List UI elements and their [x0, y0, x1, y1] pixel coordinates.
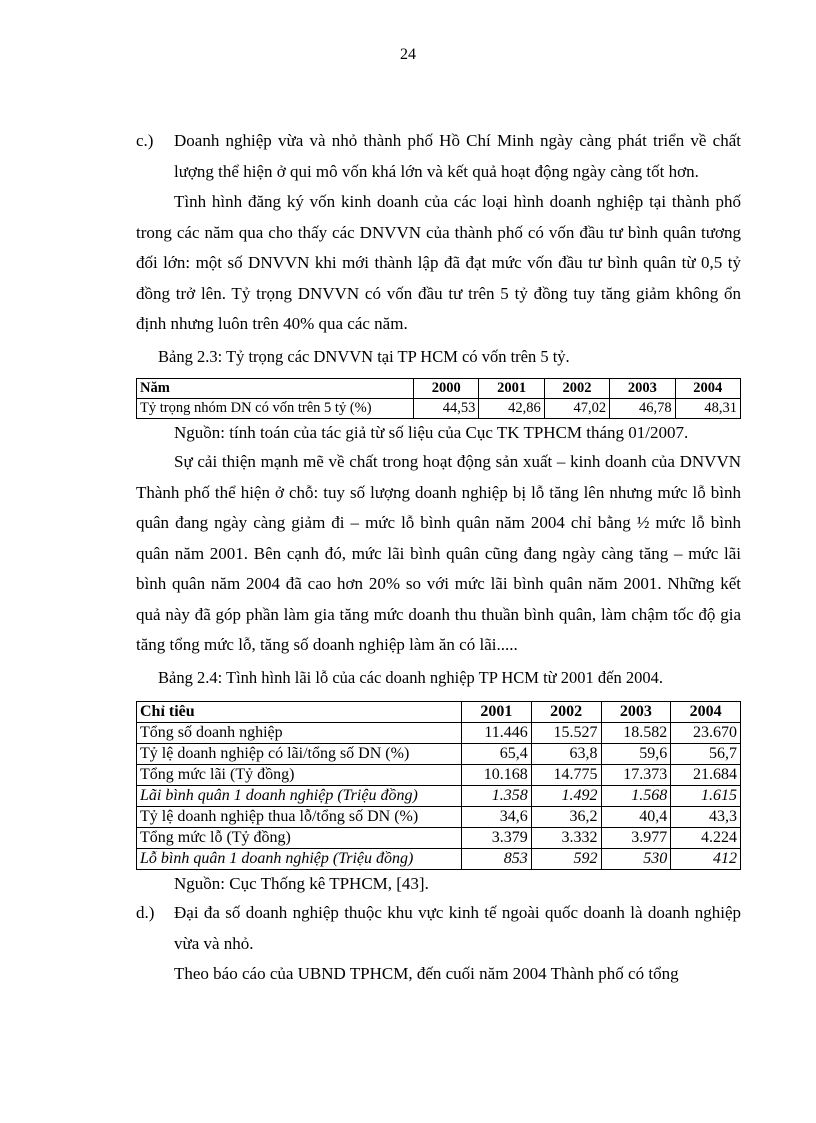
table-cell: 59,6: [601, 744, 671, 765]
table-cell: 48,31: [675, 399, 740, 419]
page-number: 24: [400, 46, 416, 63]
table-cell: 42,86: [479, 399, 544, 419]
table-cell: 1.492: [531, 786, 601, 807]
section-d-label: d.): [136, 903, 155, 922]
table-cell: 592: [531, 849, 601, 870]
table-cell: 11.446: [462, 723, 532, 744]
table-cell: 530: [601, 849, 671, 870]
paragraph-improvement: Sự cải thiện mạnh mẽ về chất trong hoạt động sản xuất – kinh doanh của DNVVN Thành phố thể hiện ở chỗ: tuy số lượng doanh nghiệp bị lỗ tăng lên nhưng mức lỗ bình quân đang ngày càng giảm đi – mức lỗ bình quân năm 2004 chỉ bằng ½ mức lỗ bình quân năm 2001. Bên cạnh đó, mức lãi bình quân cũng đang ngày càng tăng – mức lãi bình quân năm 2004 đã cao hơn 20% so với mức lãi bình quân năm 2001. Những kết quả này đã góp phần làm gia tăng mức doanh thu thuần bình quân, làm chậm tốc độ gia tăng tổng mức lỗ, tăng số doanh nghiệp làm ăn có lãi.....: [136, 452, 741, 654]
table-cell: Tổng mức lãi (Tỷ đồng): [137, 765, 462, 786]
table-cell: 23.670: [671, 723, 741, 744]
table-header-cell: 2004: [671, 702, 741, 723]
table-cell: 3.332: [531, 828, 601, 849]
table-cell: 412: [671, 849, 741, 870]
table-cell: 14.775: [531, 765, 601, 786]
table-cell: 56,7: [671, 744, 741, 765]
table-2-4: [136, 701, 741, 870]
page-content: [136, 126, 741, 990]
table-header-cell: 2001: [479, 379, 544, 399]
table-2-3-caption: Bảng 2.3: Tỷ trọng các DNVVN tại TP HCM có vốn trên 5 tỷ.: [158, 346, 570, 366]
table-row: [137, 807, 741, 828]
table-2-4-caption: Bảng 2.4: Tình hình lãi lỗ của các doanh nghiệp TP HCM từ 2001 đến 2004.: [158, 667, 663, 687]
table-cell: 15.527: [531, 723, 601, 744]
table-header-cell: Năm: [137, 379, 414, 399]
table-cell: 63,8: [531, 744, 601, 765]
table-header-row: [137, 379, 741, 399]
table-cell: Tỷ trọng nhóm DN có vốn trên 5 tỷ (%): [137, 399, 414, 419]
table-cell: 3.379: [462, 828, 532, 849]
table-cell: Tổng mức lỗ (Tỷ đồng): [137, 828, 462, 849]
section-c: [136, 126, 741, 187]
table-cell: 18.582: [601, 723, 671, 744]
table-cell: Tỷ lệ doanh nghiệp có lãi/tổng số DN (%): [137, 744, 462, 765]
table-cell: Tổng số doanh nghiệp: [137, 723, 462, 744]
table-cell: 46,78: [610, 399, 675, 419]
section-d-heading: Đại đa số doanh nghiệp thuộc khu vực kinh tế ngoài quốc doanh là doanh nghiệp vừa và nhỏ.: [174, 903, 741, 953]
table-cell: 1.568: [601, 786, 671, 807]
table-header-cell: 2003: [610, 379, 675, 399]
table-row: [137, 828, 741, 849]
table-header-cell: Chỉ tiêu: [137, 702, 462, 723]
table-row: [137, 849, 741, 870]
table-cell: 3.977: [601, 828, 671, 849]
table-cell: 853: [462, 849, 532, 870]
table-cell: 1.358: [462, 786, 532, 807]
table-cell: 1.615: [671, 786, 741, 807]
table-cell: 47,02: [544, 399, 609, 419]
paragraph-capital: Tình hình đăng ký vốn kinh doanh của các loại hình doanh nghiệp tại thành phố trong các năm qua cho thấy các DNVVN của thành phố có vốn đầu tư bình quân tương đối lớn: một số DNVVN khi mới thành lập đã đạt mức vốn đầu tư bình quân từ 0,5 tỷ đồng trở lên. Tỷ trọng DNVVN có vốn đầu tư trên 5 tỷ đồng tuy tăng giảm không ổn định nhưng luôn trên 40% qua các năm.: [136, 192, 741, 333]
table-cell: Lỗ bình quân 1 doanh nghiệp (Triệu đồng): [137, 849, 462, 870]
table-2-3-source: Nguồn: tính toán của tác giả từ số liệu của Cục TK TPHCM tháng 01/2007.: [174, 423, 689, 442]
table-row: [137, 786, 741, 807]
table-header-row: [137, 702, 741, 723]
table-cell: 44,53: [414, 399, 479, 419]
table-cell: 10.168: [462, 765, 532, 786]
table-cell: Lãi bình quân 1 doanh nghiệp (Triệu đồng): [137, 786, 462, 807]
table-header-cell: 2003: [601, 702, 671, 723]
table-row: [137, 723, 741, 744]
table-cell: 43,3: [671, 807, 741, 828]
table-cell: 65,4: [462, 744, 532, 765]
section-c-heading: Doanh nghiệp vừa và nhỏ thành phố Hồ Chí Minh ngày càng phát triển về chất lượng thể hiện ở qui mô vốn khá lớn và kết quả hoạt động ngày càng tốt hơn.: [174, 131, 741, 181]
table-row: [137, 765, 741, 786]
table-cell: 34,6: [462, 807, 532, 828]
table-2-3: [136, 378, 741, 419]
table-cell: 40,4: [601, 807, 671, 828]
table-row: [137, 399, 741, 419]
section-c-label: c.): [136, 131, 154, 150]
section-d: [136, 898, 741, 959]
table-2-4-source: Nguồn: Cục Thống kê TPHCM, [43].: [174, 874, 429, 893]
table-row: [137, 744, 741, 765]
table-cell: 21.684: [671, 765, 741, 786]
table-cell: 17.373: [601, 765, 671, 786]
table-header-cell: 2002: [544, 379, 609, 399]
table-header-cell: 2001: [462, 702, 532, 723]
table-header-cell: 2004: [675, 379, 740, 399]
table-cell: 36,2: [531, 807, 601, 828]
paragraph-report: Theo báo cáo của UBND TPHCM, đến cuối năm 2004 Thành phố có tổng: [174, 964, 679, 983]
table-cell: 4.224: [671, 828, 741, 849]
table-header-cell: 2002: [531, 702, 601, 723]
table-cell: Tỷ lệ doanh nghiệp thua lỗ/tổng số DN (%): [137, 807, 462, 828]
table-header-cell: 2000: [414, 379, 479, 399]
